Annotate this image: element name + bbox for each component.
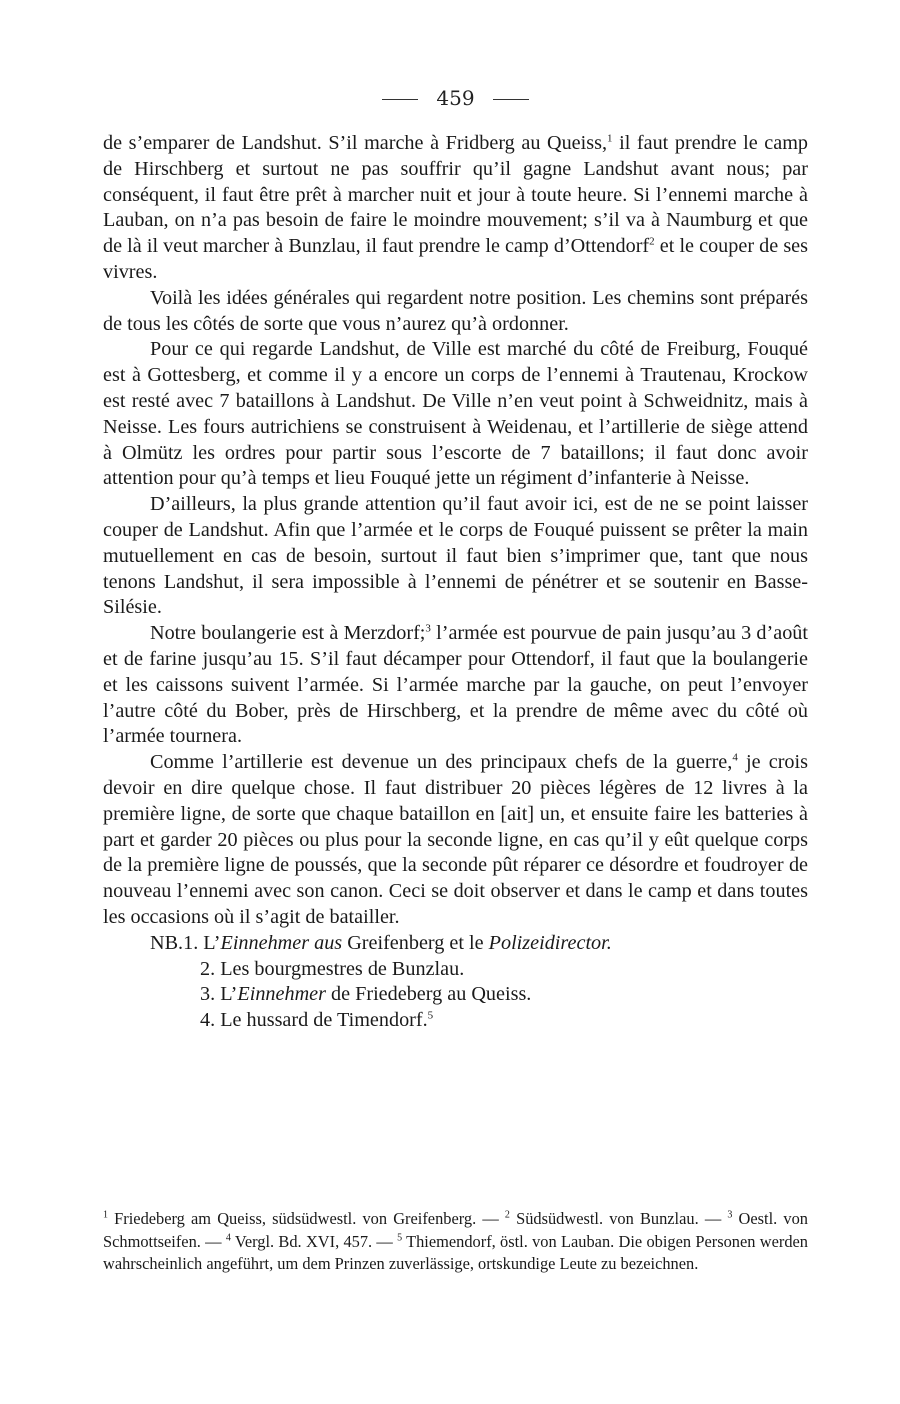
text-run: L’	[198, 931, 221, 954]
italic-text: Polizeidirector.	[488, 931, 612, 954]
text-run: Friedeberg am Queiss, südsüdwestl. von Greifenberg. —	[108, 1209, 505, 1228]
text-run: Thiemendorf, östl. von Lauban. Die obigen Personen werden wahrscheinlich angeführt, um dem Prinzen zuverlässige, ortskundige Leute zu bezeichnen.	[103, 1231, 808, 1273]
running-header	[103, 86, 808, 110]
nb-item-number: 4.	[200, 1009, 216, 1032]
text-run: Comme l’artillerie est devenue un des principaux chefs de la guerre,	[150, 751, 733, 774]
text-run: Greifenberg et le	[342, 931, 489, 954]
nb-item-text	[198, 932, 612, 954]
header-dash-left	[382, 99, 418, 100]
nb-item	[103, 982, 808, 1008]
footnote-marker: 3	[727, 1209, 733, 1221]
footnote-marker: 1	[103, 1209, 108, 1221]
footnote-marker: 2	[649, 235, 655, 248]
footnote-marker: 3	[425, 622, 431, 635]
main-text	[103, 131, 808, 1034]
nb-item	[103, 931, 808, 957]
header-dash-right	[493, 99, 529, 100]
paragraph	[103, 131, 808, 286]
nb-item-text	[215, 983, 531, 1005]
text-run: je crois devoir en dire quelque chose. Il faut distribuer 20 pièces légères de 12 livres à la première ligne, de sorte que chaque bataillon en [ait] un, et ensuite faire les batteries à part et garder 20 pièces ou plus pour la seconde ligne, en cas qu’il y eût quelque corps de la première ligne de poussés, que la seconde pût réparer ce désordre et foudroyer de nouveau l’ennemi avec son canon. Ceci se doit observer et dans le camp et dans toutes les occasions où il s’agit de batailler.	[103, 751, 808, 928]
footnote-marker: 5	[397, 1232, 403, 1244]
nb-item-number: 2.	[200, 957, 216, 980]
paragraph	[103, 337, 808, 492]
paragraph	[103, 286, 808, 338]
nb-item-number: 3.	[200, 983, 216, 1006]
text-run: l’armée est pourvue de pain jusqu’au 3 d’août et de farine jusqu’au 15. S’il faut décamper pour Ottendorf, il faut que la boulangerie et les caissons suivent l’armée. Si l’armée marche par la gauche, on peut l’envoyer l’autre côté du Bober, près de Hirschberg, et la prendre de même avec du côté où l’armée tournera.	[103, 622, 808, 748]
text-run: de Friedeberg au Queiss.	[325, 983, 532, 1006]
text-run: Pour ce qui regarde Landshut, de Ville est marché du côté de Freiburg, Fouqué est à Gottesberg, et comme il y a encore un corps de l’ennemi à Trautenau, Krockow est resté avec 7 bataillons à Landshut. De Ville n’en veut point à Schweidnitz, mais à Neisse. Les fours autrichiens se construisent à Weidenau, et l’artillerie de siège attend à Olmütz les ordres pour partir sous l’escorte de 7 bataillons; il faut donc avoir attention pour qu’à temps et lieu Fouqué jette un régiment d’infanterie à Neisse.	[103, 338, 808, 490]
nb-label: NB.	[150, 931, 184, 954]
footnote-marker: 4	[732, 751, 738, 764]
text-run: D’ailleurs, la plus grande attention qu’il faut avoir ici, est de ne se point laisser couper de Landshut. Afin que l’armée et le corps de Fouqué puissent se prêter la main mutuellement en cas de besoin, surtout il faut bien s’imprimer que, tant que nous tenons Landshut, il sera impossible à l’ennemi de pénétrer et se soutenir en Basse-Silésie.	[103, 493, 808, 619]
text-run: Voilà les idées générales qui regardent notre position. Les chemins sont préparés de tous les côtés de sorte que vous n’aurez qu’à ordonner.	[103, 286, 808, 335]
nb-list	[103, 931, 808, 1034]
nb-item	[103, 1008, 808, 1034]
page-number: 459	[436, 86, 475, 110]
italic-text: Einnehmer aus	[220, 931, 343, 954]
text-run: Südsüdwestl. von Bunzlau. —	[509, 1209, 728, 1228]
text-run: et le couper de ses vivres.	[103, 235, 808, 283]
nb-item-text	[215, 1009, 433, 1031]
nb-item	[103, 957, 808, 983]
text-run: L’	[215, 983, 238, 1006]
text-run: Le hussard de Timendorf.	[215, 1009, 428, 1032]
text-run: il faut prendre le camp de Hirschberg et surtout ne pas souffrir qu’il gagne Landshut avant nous; par conséquent, il faut être prêt à marcher nuit et jour à toute heure. Si l’ennemi marche à Lauban, on n’a pas besoin de faire le moindre mouvement; s’il va à Naumburg et que de là il veut marcher à Bunzlau, il faut prendre le camp d’Ottendorf	[103, 132, 808, 258]
footnote-marker: 1	[607, 132, 613, 145]
text-run: de s’emparer de Landshut. S’il marche à Fridberg au Queiss,	[103, 132, 608, 154]
nb-item-text	[215, 958, 464, 980]
paragraph	[103, 621, 808, 750]
footnote-text	[103, 1208, 808, 1276]
text-run: Oestl. von Schmottseifen. —	[103, 1209, 808, 1251]
footnote-marker: 2	[504, 1209, 510, 1221]
footnote-marker: 4	[225, 1232, 231, 1244]
paragraph	[103, 750, 808, 931]
italic-text: Einnehmer	[237, 983, 326, 1006]
text-run: Vergl. Bd. XVI, 457. —	[230, 1231, 398, 1251]
footnotes	[103, 1208, 808, 1276]
footnote-marker: 5	[427, 1009, 434, 1022]
text-run: Les bourgmestres de Bunzlau.	[215, 957, 465, 980]
text-run: Notre boulangerie est à Merzdorf;	[150, 622, 426, 645]
nb-item-number: 1.	[183, 931, 199, 954]
paragraph	[103, 492, 808, 621]
